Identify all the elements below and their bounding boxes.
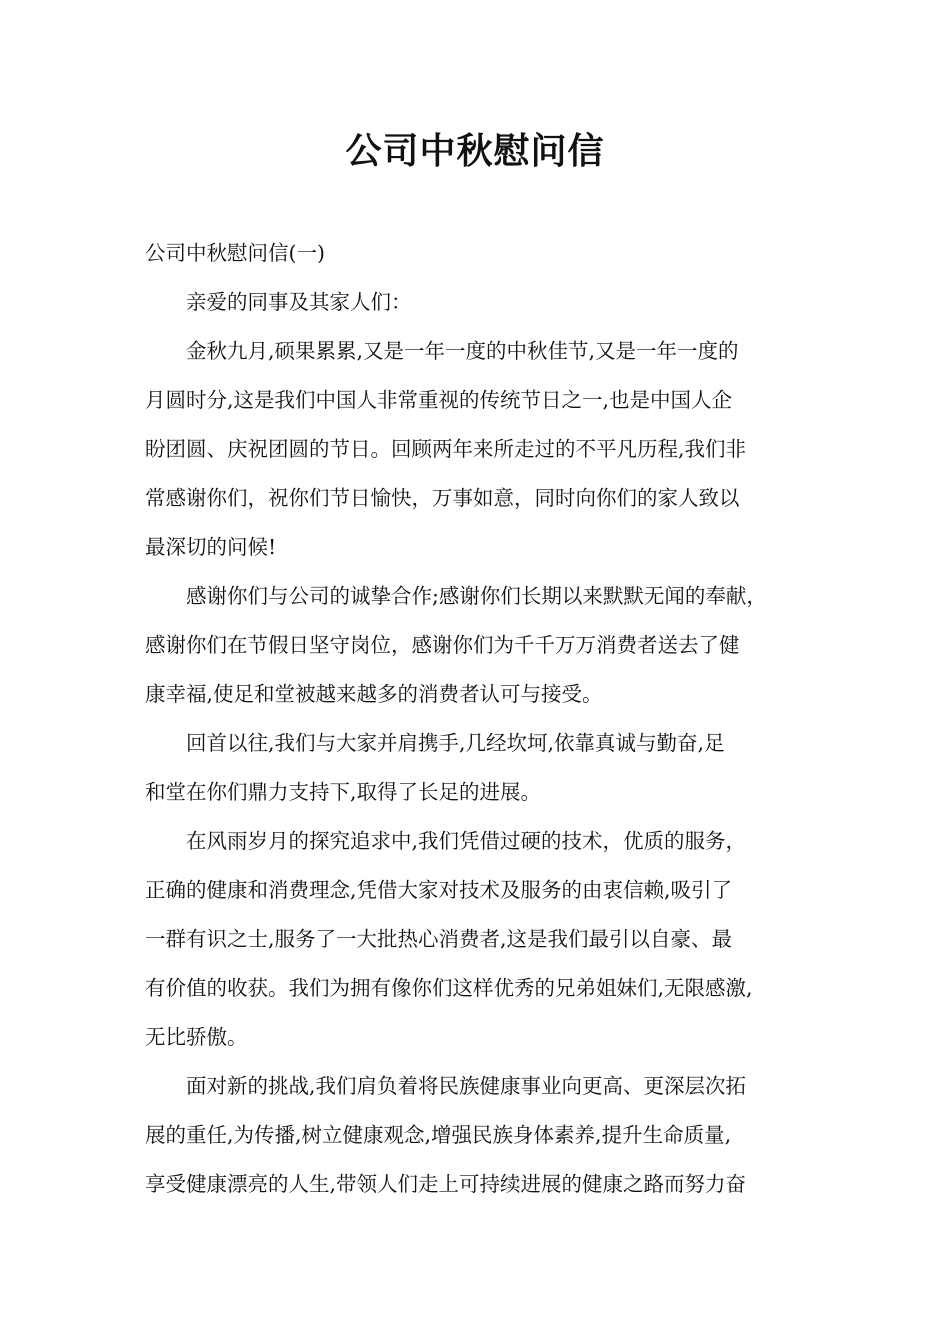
paragraph xyxy=(145,327,815,572)
text-line: 月圆时分,这是我们中国人非常重视的传统节日之一,也是中国人企 xyxy=(145,388,733,412)
text-line: 最深切的问候! xyxy=(145,535,277,559)
text-line: 有价值的收获。我们为拥有像你们这样优秀的兄弟姐妹们,无限感激, xyxy=(145,976,753,1000)
text-line: 无比骄傲。 xyxy=(145,1025,248,1049)
text-line: 盼团圆、庆祝团圆的节日。回顾两年来所走过的不平凡历程,我们非 xyxy=(145,437,747,461)
text-line: 回首以往,我们与大家并肩携手,几经坎坷,依靠真诚与勤奋,足 xyxy=(186,731,725,755)
paragraph xyxy=(145,817,815,1062)
paragraph xyxy=(145,1062,815,1209)
greeting: 亲爱的同事及其家人们： xyxy=(186,290,412,314)
text-line: 享受健康漂亮的人生,带领人们走上可持续进展的健康之路而努力奋 xyxy=(145,1172,747,1196)
text-line: 常感谢你们，祝你们节日愉快，万事如意，同时向你们的家人致以 xyxy=(145,486,740,510)
paragraph xyxy=(145,719,815,817)
text-line: 展的重任,为传播,树立健康观念,增强民族身体素养,提升生命质量, xyxy=(145,1123,732,1147)
text-line: 感谢你们与公司的诚挚合作;感谢你们长期以来默默无闻的奉献， xyxy=(186,584,767,608)
document-subtitle: 公司中秋慰问信(一) xyxy=(145,241,325,265)
text-line: 康幸福,使足和堂被越来越多的消费者认可与接受。 xyxy=(145,682,603,706)
text-line: 正确的健康和消费理念,凭借大家对技术及服务的由衷信赖,吸引了 xyxy=(145,878,733,902)
text-line: 金秋九月,硕果累累,又是一年一度的中秋佳节,又是一年一度的 xyxy=(186,339,739,363)
text-line: 和堂在你们鼎力支持下,取得了长足的进展。 xyxy=(145,780,542,804)
document-body xyxy=(145,229,815,1209)
text-line: 感谢你们在节假日坚守岗位，感谢你们为千千万万消费者送去了健 xyxy=(145,633,740,657)
document-title: 公司中秋慰问信 xyxy=(345,131,605,172)
paragraph xyxy=(145,572,815,719)
text-line: 在风雨岁月的探究追求中,我们凭借过硬的技术，优质的服务， xyxy=(186,829,747,853)
text-line: 面对新的挑战,我们肩负着将民族健康事业向更高、更深层次拓 xyxy=(186,1074,747,1098)
text-line: 一群有识之士,服务了一大批热心消费者,这是我们最引以自豪、最 xyxy=(145,927,733,951)
